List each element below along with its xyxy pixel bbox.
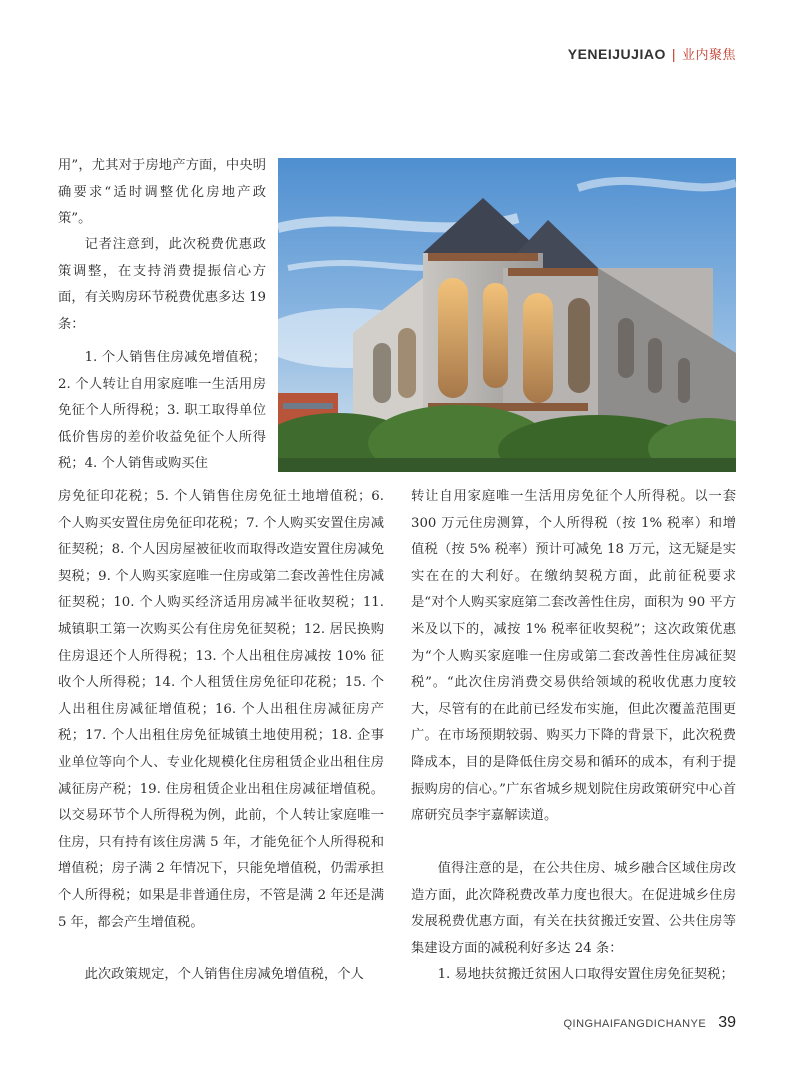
left-paragraph-1: 用”，尤其对于房地产方面，中央明确要求“适时调整优化房地产政策”。: [58, 158, 266, 227]
running-footer: [563, 1014, 736, 1032]
building-photo: [278, 158, 736, 472]
header-section-title: 业内聚焦: [681, 48, 736, 63]
footer-magazine-name: QINGHAIFANGDICHANYE: [563, 1018, 707, 1030]
right-paragraph-1: 转让自用家庭唯一生活用房免征个人所得税。以一套 300 万元住房测算，个人所得税（按 1% 税率）和增值税（按 5% 税率）预计可减免 18 万元，这无疑是实实在在的大利好。在缴纳契税方面，此前征税要求是“对个人购买家庭第二套改善性住房，面积为 90 平方米及以下的，减按 1% 税率征收契税”；这次政策优惠为“个人购买家庭唯一住房或第二套改善性住房减征契税”。“此次住房消费交易供给领域的税收优惠力度较大，尽管有的在此前已经发布实施，但此次覆盖范围更广。在市场预期较弱、购买力下降的背景下，此次税费降成本，目的是降低住房交易和循环的成本，有利于提振购房的信心。”广东省城乡规划院住房政策研究中心首席研究员李宇嘉解读道。: [411, 489, 736, 824]
right-paragraph-3: 1. 易地扶贫搬迁贫困人口取得安置住房免征契税；: [437, 967, 734, 982]
left-paragraph-3: 1. 个人销售住房减免增值税；2. 个人转让自用家庭唯一生活用房免征个人所得税；3. 职工取得单位低价售房的差价收益免征个人所得税；4. 个人销售或购买住: [58, 350, 266, 472]
left-paragraph-4: 房免征印花税；5. 个人销售住房免征土地增值税；6. 个人购买安置住房免征印花税；7. 个人购买安置住房减征契税；8. 个人因房屋被征收而取得改造安置住房减免契税；9. 个人购买家庭唯一住房或第二套改善性住房减征契税；10. 个人购买经济适用房减半征收契税；11. 城镇职工第一次购买公有住房免征契税；12. 居民换购住房退还个人所得税；13. 个人出租住房减按 10% 征收个人所得税；14. 个人租赁住房免征印花税；15. 个人出租住房减征增值税；16. 个人出租住房减征房产税；17. 个人出租住房免征城镇土地使用税；18. 企事业单位等向个人、专业化规模化住房租赁企业出租住房减征房产税；19. 住房租赁企业出租住房减征增值税。以交易环节个人所得税为例，此前，个人转让家庭唯一住房，只有持有该住房满 5 年，才能免征个人所得税和增值税；房子满 2 年情况下，只能免增值税，仍需承担个人所得税；如果是非普通住房，不管是满 2 年还是满 5 年，都会产生增值税。: [58, 489, 384, 930]
right-paragraph-2: 值得注意的是，在公共住房、城乡融合区域住房改造方面，此次降税费改革力度也很大。在促进城乡住房发展税费优惠方面，有关在扶贫搬迁安置、公共住房等集建设方面的减税利好多达 24 条：: [411, 861, 736, 956]
header-brand-en: YENEIJUJIAO: [567, 45, 666, 62]
left-paragraph-5: 此次政策规定，个人销售住房减免增值税，个人: [84, 967, 364, 982]
page-number: 39: [718, 1014, 736, 1031]
header-separator: |: [671, 45, 676, 62]
running-header: [568, 44, 736, 63]
left-paragraph-2: 记者注意到，此次税费优惠政策调整，在支持消费提振信心方面，有关购房环节税费优惠多达 19 条：: [58, 237, 266, 332]
